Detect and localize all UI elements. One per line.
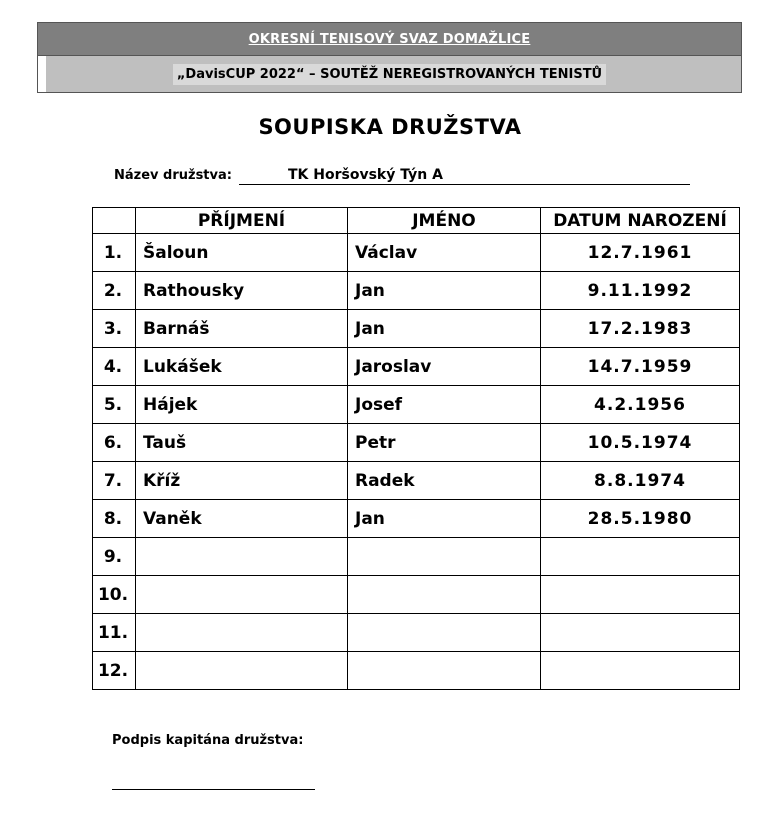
table-row bbox=[93, 462, 740, 500]
row-number: 11. bbox=[93, 614, 136, 652]
team-name-label: Název družstva: bbox=[114, 168, 232, 183]
association-bar bbox=[38, 23, 741, 56]
captain-signature-label: Podpis kapitána družstva: bbox=[112, 733, 304, 748]
table-row bbox=[93, 652, 740, 690]
firstname-cell: Jaroslav bbox=[348, 348, 541, 386]
table-row bbox=[93, 386, 740, 424]
firstname-cell: Jan bbox=[348, 500, 541, 538]
row-number: 2. bbox=[93, 272, 136, 310]
firstname-cell bbox=[348, 576, 541, 614]
birthdate-cell bbox=[541, 652, 740, 690]
table-row bbox=[93, 576, 740, 614]
row-number: 1. bbox=[93, 234, 136, 272]
table-row bbox=[93, 348, 740, 386]
firstname-cell: Josef bbox=[348, 386, 541, 424]
birthdate-cell: 8.8.1974 bbox=[541, 462, 740, 500]
surname-cell: Rathousky bbox=[136, 272, 348, 310]
surname-cell bbox=[136, 652, 348, 690]
birthdate-cell: 4.2.1956 bbox=[541, 386, 740, 424]
competition-bar bbox=[38, 56, 741, 92]
team-name-value: TK Horšovský Týn A bbox=[288, 167, 443, 183]
surname-cell: Hájek bbox=[136, 386, 348, 424]
birthdate-cell: 12.7.1961 bbox=[541, 234, 740, 272]
table-row bbox=[93, 614, 740, 652]
row-number: 12. bbox=[93, 652, 136, 690]
table-row bbox=[93, 234, 740, 272]
team-name-field bbox=[114, 166, 694, 186]
association-name: OKRESNÍ TENISOVÝ SVAZ DOMAŽLICE bbox=[248, 31, 531, 47]
table-row bbox=[93, 538, 740, 576]
firstname-cell: Petr bbox=[348, 424, 541, 462]
birthdate-cell: 14.7.1959 bbox=[541, 348, 740, 386]
document-title: SOUPISKA DRUŽSTVA bbox=[258, 115, 522, 139]
row-number: 4. bbox=[93, 348, 136, 386]
birthdate-cell: 10.5.1974 bbox=[541, 424, 740, 462]
firstname-cell: Jan bbox=[348, 272, 541, 310]
captain-signature-line bbox=[112, 789, 315, 790]
birthdate-cell bbox=[541, 576, 740, 614]
roster-body bbox=[93, 234, 740, 690]
column-header-surname: PŘÍJMENÍ bbox=[136, 208, 348, 234]
row-number: 3. bbox=[93, 310, 136, 348]
table-row bbox=[93, 500, 740, 538]
row-number: 6. bbox=[93, 424, 136, 462]
surname-cell bbox=[136, 614, 348, 652]
firstname-cell bbox=[348, 652, 541, 690]
competition-name: „DavisCUP 2022“ – SOUTĚŽ NEREGISTROVANÝCH TENISTŮ bbox=[173, 64, 606, 85]
birthdate-cell: 17.2.1983 bbox=[541, 310, 740, 348]
surname-cell: Barnáš bbox=[136, 310, 348, 348]
firstname-cell bbox=[348, 538, 541, 576]
birthdate-cell bbox=[541, 538, 740, 576]
row-number: 7. bbox=[93, 462, 136, 500]
surname-cell: Lukášek bbox=[136, 348, 348, 386]
firstname-cell: Radek bbox=[348, 462, 541, 500]
surname-cell: Kříž bbox=[136, 462, 348, 500]
birthdate-cell: 9.11.1992 bbox=[541, 272, 740, 310]
firstname-cell: Jan bbox=[348, 310, 541, 348]
row-number: 9. bbox=[93, 538, 136, 576]
surname-cell: Tauš bbox=[136, 424, 348, 462]
roster-table bbox=[92, 207, 740, 690]
column-header-birthdate: DATUM NAROZENÍ bbox=[541, 208, 740, 234]
surname-cell bbox=[136, 576, 348, 614]
table-row bbox=[93, 272, 740, 310]
surname-cell bbox=[136, 538, 348, 576]
firstname-cell: Václav bbox=[348, 234, 541, 272]
table-header-row bbox=[93, 208, 740, 234]
surname-cell: Vaněk bbox=[136, 500, 348, 538]
row-number: 10. bbox=[93, 576, 136, 614]
banner-stub bbox=[38, 56, 46, 92]
birthdate-cell bbox=[541, 614, 740, 652]
birthdate-cell: 28.5.1980 bbox=[541, 500, 740, 538]
firstname-cell bbox=[348, 614, 541, 652]
table-row bbox=[93, 424, 740, 462]
column-header-firstname: JMÉNO bbox=[348, 208, 541, 234]
row-number: 8. bbox=[93, 500, 136, 538]
row-number: 5. bbox=[93, 386, 136, 424]
table-row bbox=[93, 310, 740, 348]
team-name-underline bbox=[239, 184, 690, 185]
column-header-number bbox=[93, 208, 136, 234]
header-banner bbox=[37, 22, 742, 93]
surname-cell: Šaloun bbox=[136, 234, 348, 272]
